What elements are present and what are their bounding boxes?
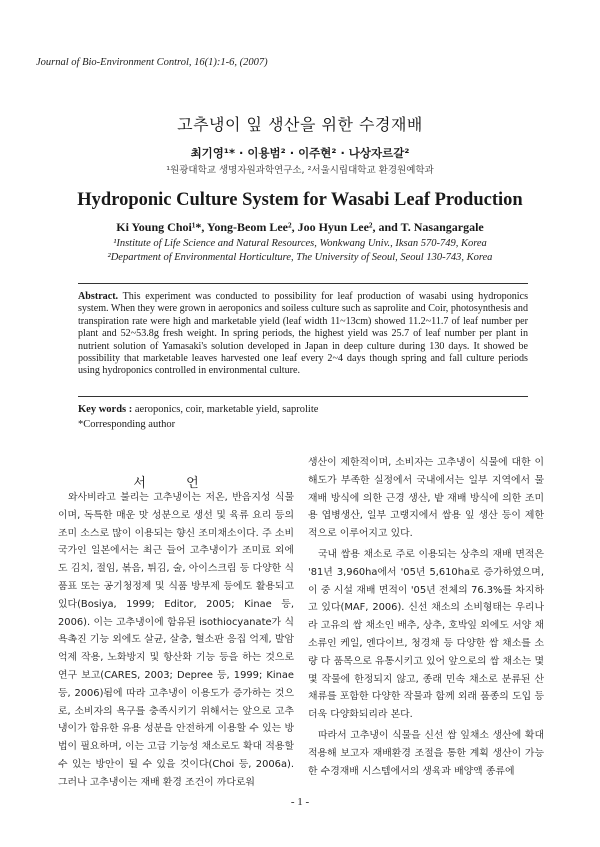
abstract-block [78, 291, 528, 378]
intro-paragraph: 생산이 제한적이며, 소비자는 고추냉이 식물에 대한 이해도가 부족한 실정에서 국내에서는 일부 지역에서 물재배 방식에 의한 근경 생산, 밭 재배 방식에 의한 조미용 엽병생산, 일부 고랭지에서 쌈용 잎 생산 등이 제한적으로 이루어지고 있다. [308, 457, 544, 540]
english-authors: Ki Young Choi¹*, Yong-Beom Lee², Joo Hyun Lee², and T. Nasangargale [116, 220, 484, 234]
page-number: - 1 - [290, 796, 310, 808]
korean-title: 고추냉이 잎 생산을 위한 수경재배 [177, 115, 423, 134]
left-column [58, 489, 294, 792]
keywords-line [78, 404, 318, 415]
intro-paragraph: 국내 쌈용 채소로 주로 이용되는 상추의 재배 면적은 '81년 3,960ha에서 '05년 5,610ha로 증가하였으며, 이 중 시설 재배 면적이 '05년 전체의 76.3%를 차지하고 있다(MAF, 2006). 신선 채소의 소비형태는 우리나라 고유의 쌈 채소인 배추, 상추, 호박잎 외에도 서양 채소류인 케일, 엔다이브, 청경채 등 다양한 쌈 채소를 소량 다 품목으로 유통시키고 있어 앞으로의 쌈 채소는 몇몇 작물에 한정되지 않고, 종래 민속 채소로 분류된 산채류를 포함한 다양한 작물과 함께 외래 품종의 도입 등 더욱 다양화되리라 본다. [308, 548, 544, 721]
korean-affiliations: ¹원광대학교 생명자원과학연구소, ²서울시립대학교 환경원예학과 [166, 165, 434, 176]
introduction-heading: 서 언 [133, 476, 217, 491]
keywords-text: aeroponics, coir, marketable yield, saprolite [134, 404, 319, 415]
english-title: Hydroponic Culture System for Wasabi Leaf Production [77, 190, 523, 210]
korean-authors: 최기영¹* · 이용범² · 이주현² · 나상자르갈² [190, 146, 410, 160]
abstract-bottom-rule [78, 396, 528, 397]
abstract-label: Abstract. [78, 291, 119, 302]
right-column [308, 454, 544, 780]
intro-paragraph: 와사비라고 불리는 고추냉이는 저온, 반음지성 식물이며, 독특한 매운 맛 성분으로 생선 및 육류 요리 등의 조미 소스로 많이 이용되는 향신 조미채소이다. 주 소비 국가인 일본에서는 최근 들어 고추냉이가 조미료 외에도 김치, 절임, 볶음, 튀김, 술, 아이스크림 등 다양한 식품표 또는 공기청정제 및 식품 방부제 등에도 활용되고 있다(Bosiya, 1999; Editor, 2005; Kinae 등, 2006). 이는 고추냉이에 함유된 isothiocyanate가 식욕촉진 기능 외에도 살균, 살충, 혈소판 응집 억제, 발암 억제 작용, 노화방지 및 항산화 기능 등을 하는 것으로 연구 보고(CARES, 2003; Depree 등, 1999; Kinae 등, 2006)됨에 따라 고추냉이 이용도가 증가하는 것으로, 소비자의 욕구를 충족시키기 위해서는 앞으로 고추냉이가 함유한 유용 성분을 안전하게 이용할 수 있는 방법이 필요하며, 이는 고급 기능성 채소로도 확대 적용할 수 있는 방안이 될 수 있을 것이다(Choi 등, 2006a). 그러나 고추냉이는 재배 환경 조건이 까다로워 [58, 492, 294, 788]
abstract-text: This experiment was conducted to possibility for leaf production of wasabi using hydroponics system. When they were grown in aeroponics and soiless culture such as saprolite and Coir, photosynthesis and transpiration rate were high and marketable yield (leaf width 11~13cm) showed 11.2~11.7 of leaf number per plant and 52~53.8g fresh weight. In spring periods, the highest yield was 25.7 of leaf number per plant in nutrient solution of Yamasaki's solution developed in Japan in deep culture during 130 days. It showed be possibility that marketable leaves harvested one leaf every 2~4 days though spring and fall culture periods using hydroponics controlled in environmental culture. [78, 291, 529, 377]
abstract-top-rule [78, 283, 528, 284]
keywords-label: Key words : [78, 404, 133, 415]
english-affiliation-2: ²Department of Environmental Horticulture, The University of Seoul, Seoul 130-743, Korea [107, 252, 493, 263]
corresponding-author-note: *Corresponding author [78, 419, 176, 430]
english-affiliation-1: ¹Institute of Life Science and Natural Resources, Wonkwang Univ., Iksan 570-749, Korea [113, 238, 487, 249]
journal-citation: Journal of Bio-Environment Control, 16(1):1-6, (2007) [36, 57, 268, 68]
intro-paragraph: 따라서 고추냉이 식물을 신선 쌈 잎채소 생산에 확대 적용해 보고자 재배환경 조절을 통한 계획 생산이 가능한 수경재배 시스템에서의 생육과 배양액 종류에 [308, 729, 544, 777]
